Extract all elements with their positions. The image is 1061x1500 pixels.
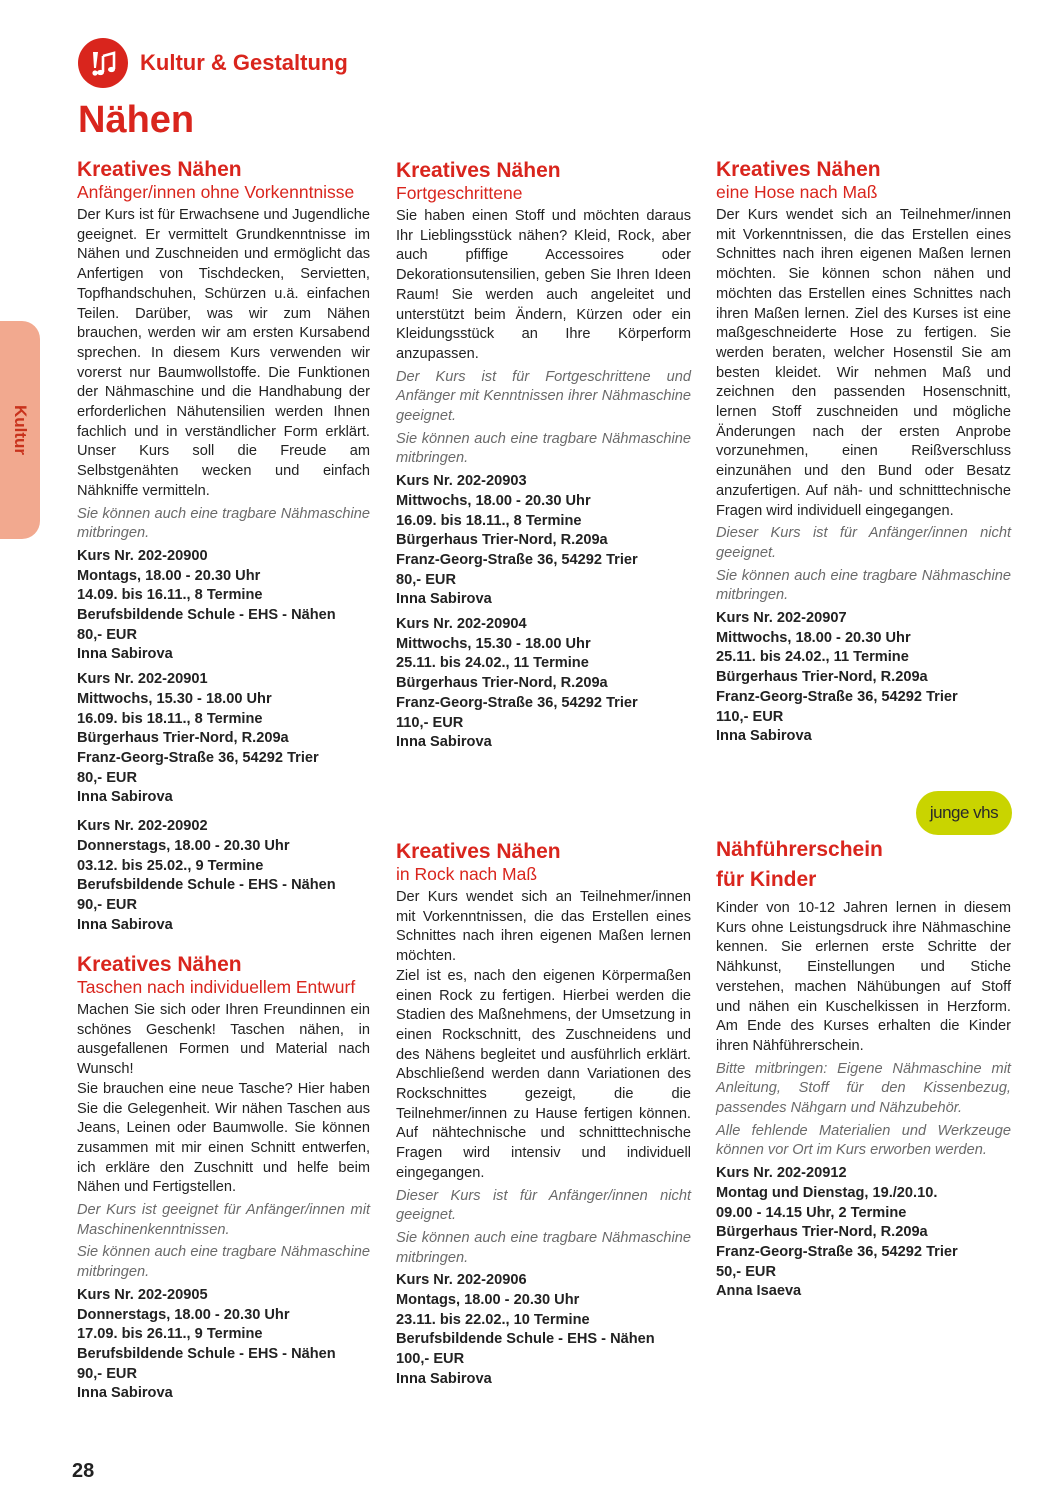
course-note: Der Kurs ist geeignet für Anfänger/innen mit Maschinenkenntnissen.	[77, 1202, 370, 1238]
course-teacher: Anna Isaeva	[716, 1283, 802, 1300]
course-note: Bitte mitbringen: Eigene Nähmaschine mit Anleitung, Stoff für den Kissenbezug, passendes Nähgarn und Nähzubehör.	[716, 1060, 1011, 1117]
course-description: Machen Sie sich oder Ihren Freundinnen ein schönes Geschenk! Taschen nähen, in ausgefallenen Formen und Material nach Wunsch!	[77, 1002, 370, 1078]
course-location: Bürgerhaus Trier-Nord, R.209a	[716, 669, 928, 686]
category-label: Kultur & Gestaltung	[140, 50, 348, 75]
course-location: Berufsbildende Schule - EHS - Nähen	[77, 1345, 336, 1362]
course-number: Kurs Nr. 202-20912	[716, 1165, 847, 1182]
course-note: Sie können auch eine tragbare Nähmaschine mitbringen.	[716, 567, 1011, 604]
course-details	[77, 817, 370, 935]
course-naehen-hose	[716, 158, 1011, 752]
course-schedule: Mittwochs, 18.00 - 20.30 Uhr	[396, 492, 591, 509]
music-note-icon	[78, 38, 128, 88]
course-price: 100,- EUR	[396, 1351, 465, 1368]
course-schedule: Montag und Dienstag, 19./20.10.	[716, 1184, 938, 1201]
course-dates: 03.12. bis 25.02., 9 Termine	[77, 857, 264, 874]
course-naehen-rock	[396, 840, 691, 1395]
section-title: Kreatives Nähen	[77, 953, 242, 976]
course-description: Sie haben einen Stoff und möchten daraus Ihr Lieblingsstück nähen? Kleid, Rock, aber auch pfiffige Accessoires oder Dekorationsutensilien, geben Sie Ihren Ideen Raum! Sie werden auch angeleitet und unterstützt beim Ändern, Kürzen oder ein Kleidungsstück an Ihre Körperform anzupassen.	[396, 208, 691, 362]
course-dates: 25.11. bis 24.02., 11 Termine	[716, 649, 909, 666]
course-schedule: Montags, 18.00 - 20.30 Uhr	[77, 567, 261, 584]
course-location: Bürgerhaus Trier-Nord, R.209a	[716, 1224, 928, 1241]
course-address: Franz-Georg-Straße 36, 54292 Trier	[716, 1243, 958, 1260]
course-location: Berufsbildende Schule - EHS - Nähen	[77, 877, 336, 894]
section-subtitle: Taschen nach individuellem Entwurf	[77, 977, 356, 997]
course-price: 50,- EUR	[716, 1263, 777, 1280]
course-details	[716, 609, 1011, 747]
course-price: 80,- EUR	[396, 571, 457, 588]
course-details	[716, 1164, 1011, 1302]
side-tab-label: Kultur	[11, 404, 30, 456]
course-note: Alle fehlende Materialien und Werkzeuge können vor Ort im Kurs erworben werden.	[716, 1122, 1011, 1159]
course-note: Dieser Kurs ist für Anfänger/innen nicht geeignet.	[396, 1187, 691, 1224]
course-teacher: Inna Sabirova	[396, 591, 492, 608]
course-number: Kurs Nr. 202-20900	[77, 547, 208, 564]
course-address: Franz-Georg-Straße 36, 54292 Trier	[396, 551, 638, 568]
course-teacher: Inna Sabirova	[396, 734, 492, 751]
course-price: 110,- EUR	[716, 708, 784, 725]
course-note: Der Kurs ist für Fortgeschrittene und Anfänger mit Kenntnissen ihrer Nähmaschine geeignet.	[396, 368, 691, 425]
course-teacher: Inna Sabirova	[77, 1385, 173, 1402]
course-naehen-fortgeschrittene	[396, 159, 691, 758]
course-location: Bürgerhaus Trier-Nord, R.209a	[77, 730, 289, 747]
course-price: 90,- EUR	[77, 1365, 138, 1382]
course-note: Dieser Kurs ist für Anfänger/innen nicht geeignet.	[716, 525, 1011, 561]
course-details	[396, 1271, 691, 1389]
page-title: Nähen	[78, 99, 195, 141]
course-teacher: Inna Sabirova	[77, 646, 173, 663]
side-tab[interactable]	[0, 321, 40, 539]
course-number: Kurs Nr. 202-20907	[716, 610, 847, 627]
course-location: Berufsbildende Schule - EHS - Nähen	[396, 1331, 655, 1348]
section-subtitle: in Rock nach Maß	[396, 864, 538, 884]
course-description: Ziel ist es, nach den eigenen Körpermaßen einen Rock zu fertigen. Hierbei werden die Stadien des Maßnehmens, der Umsetzung in einen Rockschnitt, des Zuschneidens und des Nähens begleitet und ausführlich erklärt. Abschließend werden dann Variationen des Rockschnittes gezeigt, die die Teilnehmer/innen zu Hause fertigen können. Auf nähtechnische und schnitttechnische Fragen wird intensiv und individuell eingegangen.	[396, 967, 691, 1181]
course-price: 90,- EUR	[77, 896, 138, 913]
course-teacher: Inna Sabirova	[716, 728, 812, 745]
course-dates: 25.11. bis 24.02., 11 Termine	[396, 655, 589, 672]
course-description: Kinder von 10-12 Jahren lernen in diesem Kurs ohne Leistungsdruck ihre Nähmaschine kennen. Sie erlernen erste Schritte der Nähkunst, Einstellungen und Stiche verstehen, machen Nähübungen auf Stoff und nähen ein Kuschelkissen in Herzform. Am Ende des Kurses erhalten die Kinder ihren Nähführerschein.	[716, 900, 1011, 1054]
logo-text: junge vhs	[929, 803, 999, 822]
course-description: Der Kurs wendet sich an Teilnehmer/innen mit Vorkenntnissen, die das Erstellen eines Schnittes nach ihren eigenen Maßen lernen möchten.	[396, 889, 691, 965]
course-dates: 09.00 - 14.15 Uhr, 2 Termine	[716, 1204, 907, 1221]
course-address: Franz-Georg-Straße 36, 54292 Trier	[716, 688, 958, 705]
course-dates: 17.09. bis 26.11., 9 Termine	[77, 1326, 263, 1343]
section-title: Kreatives Nähen	[396, 840, 561, 863]
section-subtitle: eine Hose nach Maß	[716, 182, 878, 202]
course-price: 80,- EUR	[77, 769, 138, 786]
course-location: Bürgerhaus Trier-Nord, R.209a	[396, 675, 608, 692]
course-teacher: Inna Sabirova	[77, 789, 173, 806]
course-teacher: Inna Sabirova	[396, 1370, 492, 1387]
course-note: Sie können auch eine tragbare Nähmaschine mitbringen.	[396, 430, 691, 467]
course-schedule: Mittwochs, 15.30 - 18.00 Uhr	[396, 635, 591, 652]
course-schedule: Mittwochs, 18.00 - 20.30 Uhr	[716, 629, 911, 646]
course-address: Franz-Georg-Straße 36, 54292 Trier	[396, 694, 638, 711]
section-title: für Kinder	[716, 868, 817, 891]
section-title: Kreatives Nähen	[716, 158, 881, 181]
section-title: Kreatives Nähen	[396, 159, 561, 182]
course-dates: 16.09. bis 18.11., 8 Termine	[77, 710, 263, 727]
course-location: Bürgerhaus Trier-Nord, R.209a	[396, 532, 608, 549]
course-location: Berufsbildende Schule - EHS - Nähen	[77, 607, 336, 624]
course-note: Sie können auch eine tragbare Nähmaschine mitbringen.	[77, 1244, 370, 1281]
course-naehen-anfaenger	[77, 158, 370, 940]
course-details	[77, 1286, 370, 1404]
course-note: Sie können auch eine tragbare Nähmaschine mitbringen.	[396, 1229, 691, 1266]
section-title: Nähführerschein	[716, 838, 883, 861]
course-description: Sie brauchen eine neue Tasche? Hier haben Sie die Gelegenheit. Wir nähen Taschen aus Jeans, Leinen oder Baumwolle. Sie können zusammen mit mir einen Schnitt entwerfen, ich erkläre den Zuschnitt und helfe beim Nähen und Fertigstellen.	[77, 1080, 370, 1196]
course-dates: 23.11. bis 22.02., 10 Termine	[396, 1311, 590, 1328]
course-schedule: Mittwochs, 15.30 - 18.00 Uhr	[77, 690, 272, 707]
course-number: Kurs Nr. 202-20905	[77, 1286, 208, 1303]
course-description: Der Kurs ist für Erwachsene und Jugendliche geeignet. Er vermittelt Grundkenntnisse im Nähen und Zuschneiden und ermöglicht das Anfertigen von Tischdecken, Servietten, Topfhandschuhen, Schürzen u.ä. einfachen Teilen. Darüber, was wir zum Nähen brauchen, werden wir am ersten Kursabend sprechen. In diesem Kurs verwenden wir vorerst nur Baumwollstoffe. Die Funktionen der Nähmaschine und die Handhabung der erforderlichen Nähutensilien werden Ihnen fachlich und in verständlicher Form erklärt. Unser Kurs soll die Freude am Selbstgenähten wecken und einfach Nähkniffe vermitteln.	[77, 207, 370, 499]
page-number: 28	[72, 1460, 95, 1482]
section-subtitle: Fortgeschrittene	[396, 183, 523, 203]
course-number: Kurs Nr. 202-20906	[396, 1272, 527, 1289]
category-header	[78, 38, 348, 88]
course-number: Kurs Nr. 202-20902	[77, 818, 208, 835]
course-details	[396, 615, 691, 753]
junge-vhs-logo	[916, 791, 1012, 835]
course-schedule: Montags, 18.00 - 20.30 Uhr	[396, 1292, 580, 1309]
course-naehen-taschen	[77, 953, 370, 1409]
course-schedule: Donnerstags, 18.00 - 20.30 Uhr	[77, 837, 290, 854]
course-price: 110,- EUR	[396, 714, 464, 731]
course-price: 80,- EUR	[77, 626, 138, 643]
section-subtitle: Anfänger/innen ohne Vorkenntnisse	[77, 182, 355, 202]
course-number: Kurs Nr. 202-20904	[396, 616, 527, 633]
course-dates: 14.09. bis 16.11., 8 Termine	[77, 587, 263, 604]
course-description: Der Kurs wendet sich an Teilnehmer/innen mit Vorkenntnissen, die das Erstellen eines Schnittes nach ihren eigenen Maßen lernen möchten. Sie können schon nähen und möchten das Erstellen eines Schnittes nach ihren Maßen lernen. Ziel des Kurses ist eine maßgeschneiderte Hose zu fertigen. Sie werden beraten, welcher Hosenstil Sie am besten kleidet. Wir nehmen Maß und zeichnen den passenden Hosenschnitt, lernen Stoff zuschneiden und mögliche Änderungen nach der ersten Anprobe vorzunehmen, einen Reißverschluss einzunähen und den Bund oder Besatz anzufertigen. Auf näh- und schnitttechnische Fragen wird individuell eingegangen.	[716, 207, 1011, 519]
course-details	[396, 472, 691, 610]
course-schedule: Donnerstags, 18.00 - 20.30 Uhr	[77, 1306, 290, 1323]
course-dates: 16.09. bis 18.11., 8 Termine	[396, 512, 582, 529]
course-number: Kurs Nr. 202-20901	[77, 671, 208, 688]
course-naehfuehrerschein	[716, 835, 1011, 1307]
section-title: Kreatives Nähen	[77, 158, 242, 181]
course-address: Franz-Georg-Straße 36, 54292 Trier	[77, 749, 319, 766]
course-details	[77, 670, 370, 808]
course-teacher: Inna Sabirova	[77, 916, 173, 933]
course-number: Kurs Nr. 202-20903	[396, 473, 527, 490]
course-details	[77, 547, 370, 665]
course-note: Sie können auch eine tragbare Nähmaschine mitbringen.	[77, 505, 370, 542]
